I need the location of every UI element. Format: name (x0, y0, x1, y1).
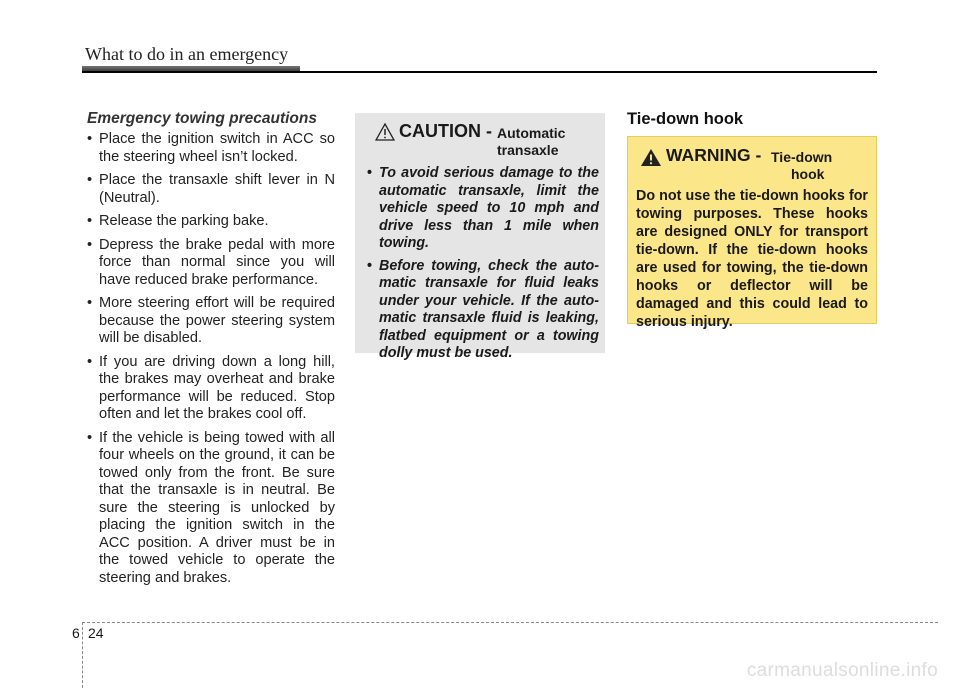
warning-subject-line1: Tie-down (771, 149, 833, 165)
list-item: • Release the parking bake. (87, 213, 335, 231)
left-column (87, 110, 335, 593)
list-item: • If you are driving down a long hill, the brakes may overheat and brake performance will be reduced. Stop often and let the brakes cool off. (87, 354, 335, 424)
list-item: • Place the ignition switch in ACC so the steering wheel isn’t locked. (87, 131, 335, 166)
caution-header (367, 121, 599, 165)
footer-divider (82, 622, 83, 688)
caution-label: CAUTION - (399, 121, 492, 141)
watermark: carmanualsonline.info (746, 660, 938, 681)
caution-triangle-icon (375, 123, 395, 146)
list-item: • More steering effort will be required because the power steering system will be disabled. (87, 295, 335, 348)
list-item: • Depress the brake pedal with more force than normal since you will have reduced brake performance. (87, 237, 335, 290)
list-item: • Place the transaxle shift lever in N (Neutral). (87, 172, 335, 207)
tie-down-hook-heading: Tie-down hook (627, 110, 744, 128)
caution-item: • To avoid serious damage to the automatic transaxle, limit the vehicle speed to 10 mph and drive less than 1 mile when towing. (367, 165, 599, 253)
warning-subject-line2: hook (791, 166, 825, 182)
towing-precautions-heading: Emergency towing precautions (87, 110, 317, 127)
section-title: What to do in an emergency (85, 44, 289, 64)
footer-rule (82, 622, 938, 623)
warning-body: Do not use the tie-down hooks for towing purposes. These hooks are designed ONLY for transport tie-down. If the tie-down hooks are used for towing, the tie-down hooks or deflector will be damaged and this could lead to serious injury. (636, 188, 868, 330)
header-rule (82, 71, 877, 73)
caution-list (367, 165, 599, 363)
list-item: • If the vehicle is being towed with all four wheels on the ground, it can be towed only from the front. Be sure that the transaxle is in neutral. Be sure the steering is unlocked by placing the ignition switch in the ACC position. A driver must be in the towed vehicle to operate the steering and brakes. (87, 430, 335, 588)
caution-subject-line2: transaxle (497, 142, 559, 158)
caution-item: • Before towing, check the automatic transaxle for fluid leaks under your vehicle. If the automatic transaxle fluid is leaking, flatbed equipment or a towing dolly must be used. (367, 258, 599, 363)
warning-header (636, 145, 868, 187)
towing-precautions-list (87, 131, 335, 587)
chapter-number: 6 (72, 625, 80, 641)
warning-box (627, 136, 877, 330)
warning-triangle-icon (640, 148, 662, 172)
caution-box (355, 113, 605, 361)
caution-subject-line1: Automatic (497, 125, 566, 141)
page-number: 24 (88, 625, 104, 641)
warning-label: WARNING - (666, 145, 762, 165)
